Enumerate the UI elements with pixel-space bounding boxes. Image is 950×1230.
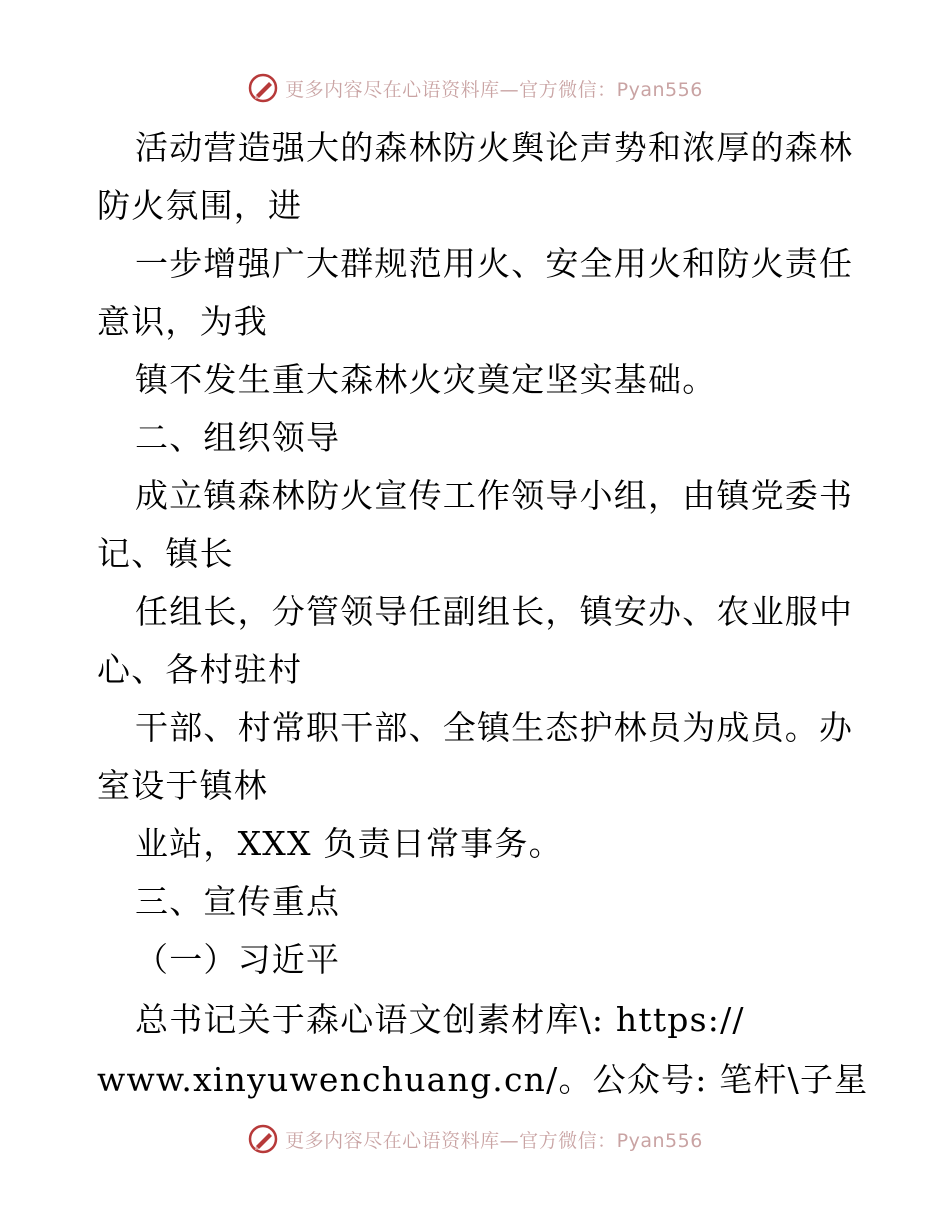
pen-logo-icon [247, 72, 279, 104]
watermark-text: 更多内容尽在心语资料库—官方微信：Pyan556 [285, 78, 703, 101]
text-line: 业站，XXX 负责日常事务。 [135, 824, 563, 863]
text-line: 防火氛围，进 [97, 186, 303, 225]
text-line: 记、镇长 [97, 534, 234, 573]
text-line: 任组长，分管领导任副组长，镇安办、农业服中 [135, 592, 854, 631]
text-line: 意识，为我 [97, 302, 268, 341]
pen-logo-icon [247, 1123, 279, 1155]
section-heading: 三、宣传重点 [135, 882, 341, 921]
text-line: 镇不发生重大森林火灾奠定坚实基础。 [135, 360, 717, 399]
text-line: 活动营造强大的森林防火舆论声势和浓厚的森林 [135, 128, 854, 167]
text-line: 干部、村常职干部、全镇生态护林员为成员。办 [135, 708, 854, 747]
text-line: 总书记关于森心语文创素材库\: https:// [135, 1000, 745, 1039]
text-line: 心、各村驻村 [97, 650, 303, 689]
watermark-text: 更多内容尽在心语资料库—官方微信：Pyan556 [285, 1129, 703, 1152]
text-line: www.xinyuwenchuang.cn/。公众号: 笔杆\子星 [97, 1060, 869, 1099]
footer-watermark [0, 1123, 950, 1155]
text-line: 室设于镇林 [97, 766, 268, 805]
section-heading: 二、组织领导 [135, 418, 341, 457]
header-watermark [0, 72, 950, 104]
text-line: 成立镇森林防火宣传工作领导小组，由镇党委书 [135, 476, 854, 515]
text-line: 一步增强广大群规范用火、安全用火和防火责任 [135, 244, 854, 283]
subsection-heading: （一）习近平 [135, 940, 341, 979]
